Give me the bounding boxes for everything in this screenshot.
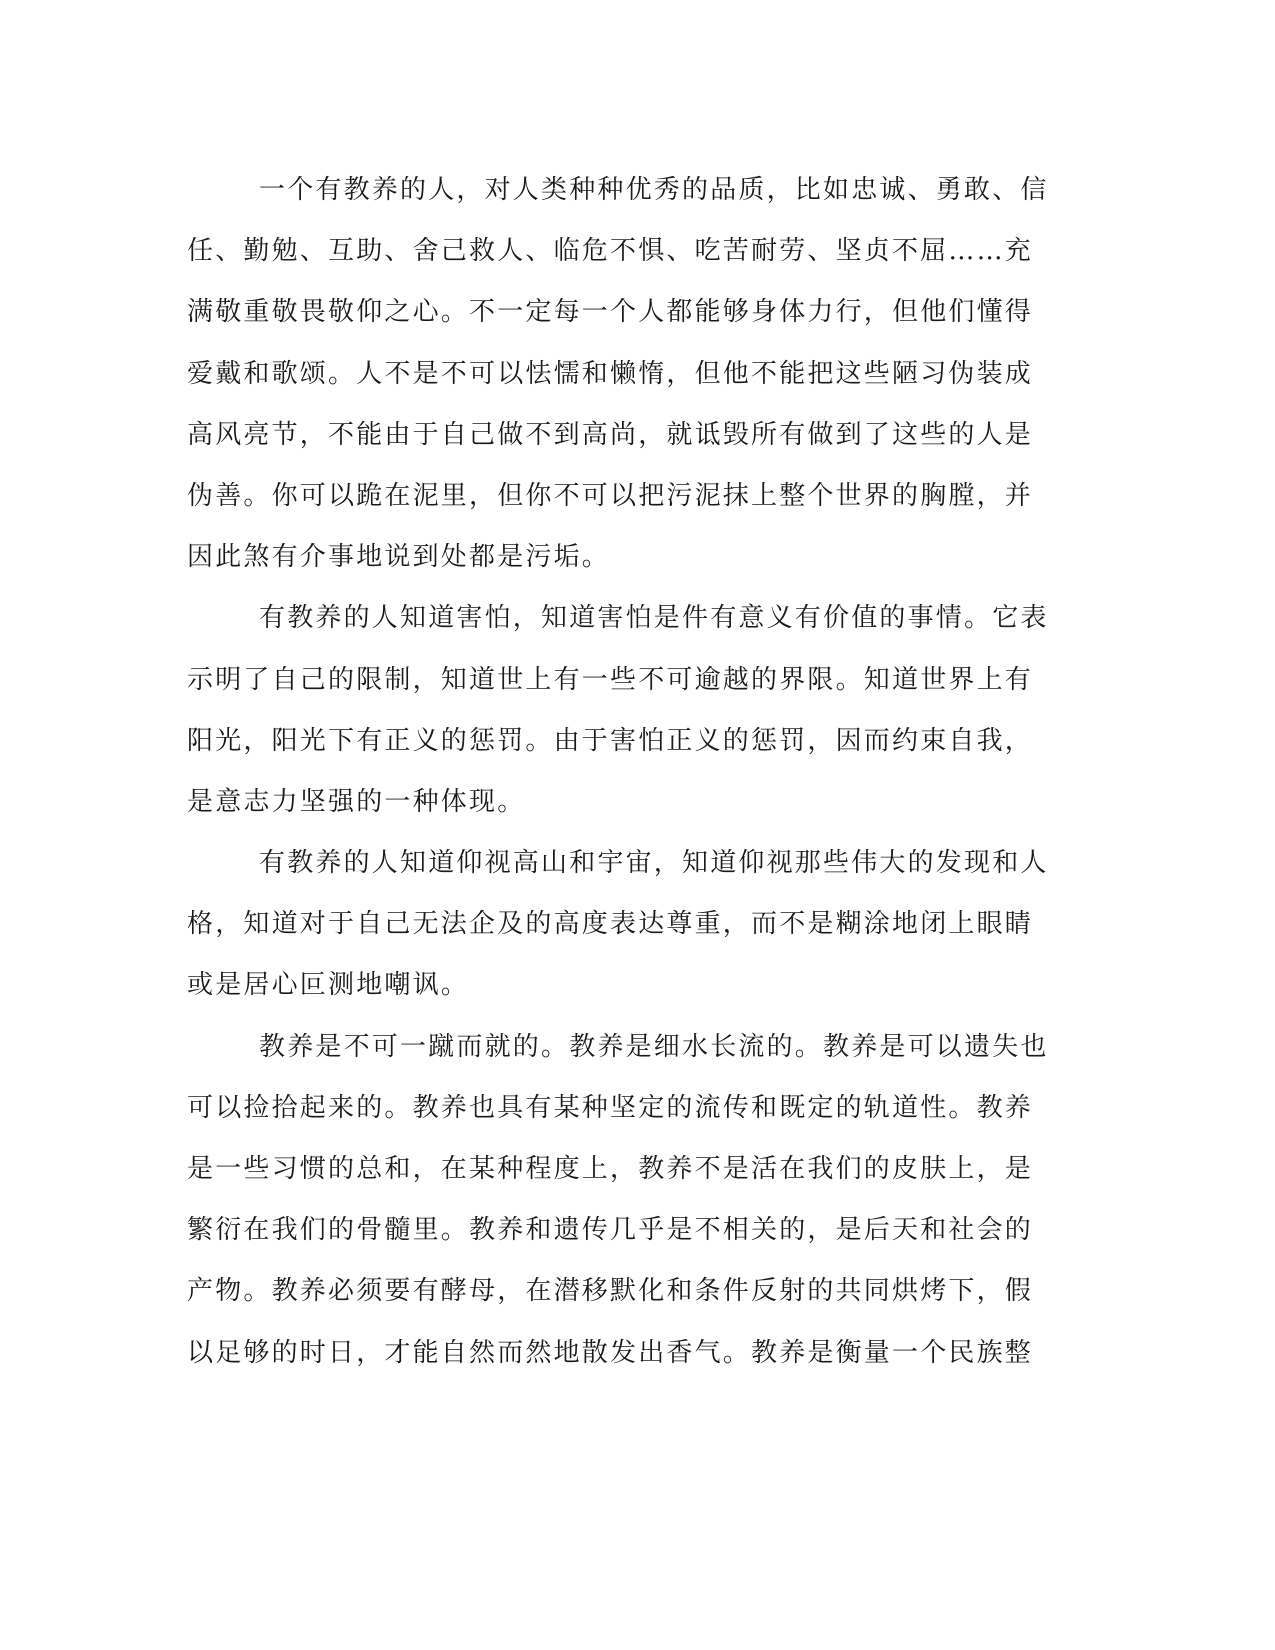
text-line: 以足够的时日，才能自然而然地散发出香气。教养是衡量一个民族整 xyxy=(187,1337,1034,1368)
text-line: 因此煞有介事地说到处都是污垢。 xyxy=(187,542,611,573)
body-text xyxy=(187,160,1067,1384)
text-line: 产物。教养必须要有酵母，在潜移默化和条件反射的共同烘烤下，假 xyxy=(187,1276,1034,1307)
text-line: 是意志力坚强的一种体现。 xyxy=(187,786,526,817)
paragraph-first-line: 有教养的人知道仰视高山和宇宙，知道仰视那些伟大的发现和人 xyxy=(259,848,1049,879)
paragraph-first-line: 教养是不可一蹴而就的。教养是细水长流的。教养是可以遗失也 xyxy=(259,1031,1049,1062)
text-line: 阳光，阳光下有正义的惩罚。由于害怕正义的惩罚，因而约束自我， xyxy=(187,725,1034,756)
text-line: 伪善。你可以跪在泥里，但你不可以把污泥抹上整个世界的胸膛，并 xyxy=(187,480,1034,511)
text-line: 是一些习惯的总和，在某种程度上，教养不是活在我们的皮肤上，是 xyxy=(187,1154,1034,1184)
text-line: 任、勤勉、互助、舍己救人、临危不惧、吃苦耐劳、坚贞不屈……充 xyxy=(187,236,1034,267)
text-line: 爱戴和歌颂。人不是不可以怯懦和懒惰，但他不能把这些陋习伪装成 xyxy=(187,358,1034,389)
text-line: 满敬重敬畏敬仰之心。不一定每一个人都能够身体力行，但他们懂得 xyxy=(187,297,1034,328)
text-line: 格，知道对于自己无法企及的高度表达尊重，而不是糊涂地闭上眼睛 xyxy=(187,909,1034,940)
text-line: 繁衍在我们的骨髓里。教养和遗传几乎是不相关的，是后天和社会的 xyxy=(187,1215,1034,1246)
paragraph-first-line: 有教养的人知道害怕，知道害怕是件有意义有价值的事情。它表 xyxy=(259,603,1049,634)
text-line: 可以捡拾起来的。教养也具有某种坚定的流传和既定的轨道性。教养 xyxy=(187,1092,1034,1123)
text-line: 高风亮节，不能由于自己做不到高尚，就诋毁所有做到了这些的人是 xyxy=(187,419,1034,450)
paragraph-first-line: 一个有教养的人，对人类种种优秀的品质，比如忠诚、勇敢、信 xyxy=(259,175,1049,205)
text-line: 或是居心叵测地嘲讽。 xyxy=(187,970,470,1001)
text-line: 示明了自己的限制，知道世上有一些不可逾越的界限。知道世界上有 xyxy=(187,664,1034,695)
